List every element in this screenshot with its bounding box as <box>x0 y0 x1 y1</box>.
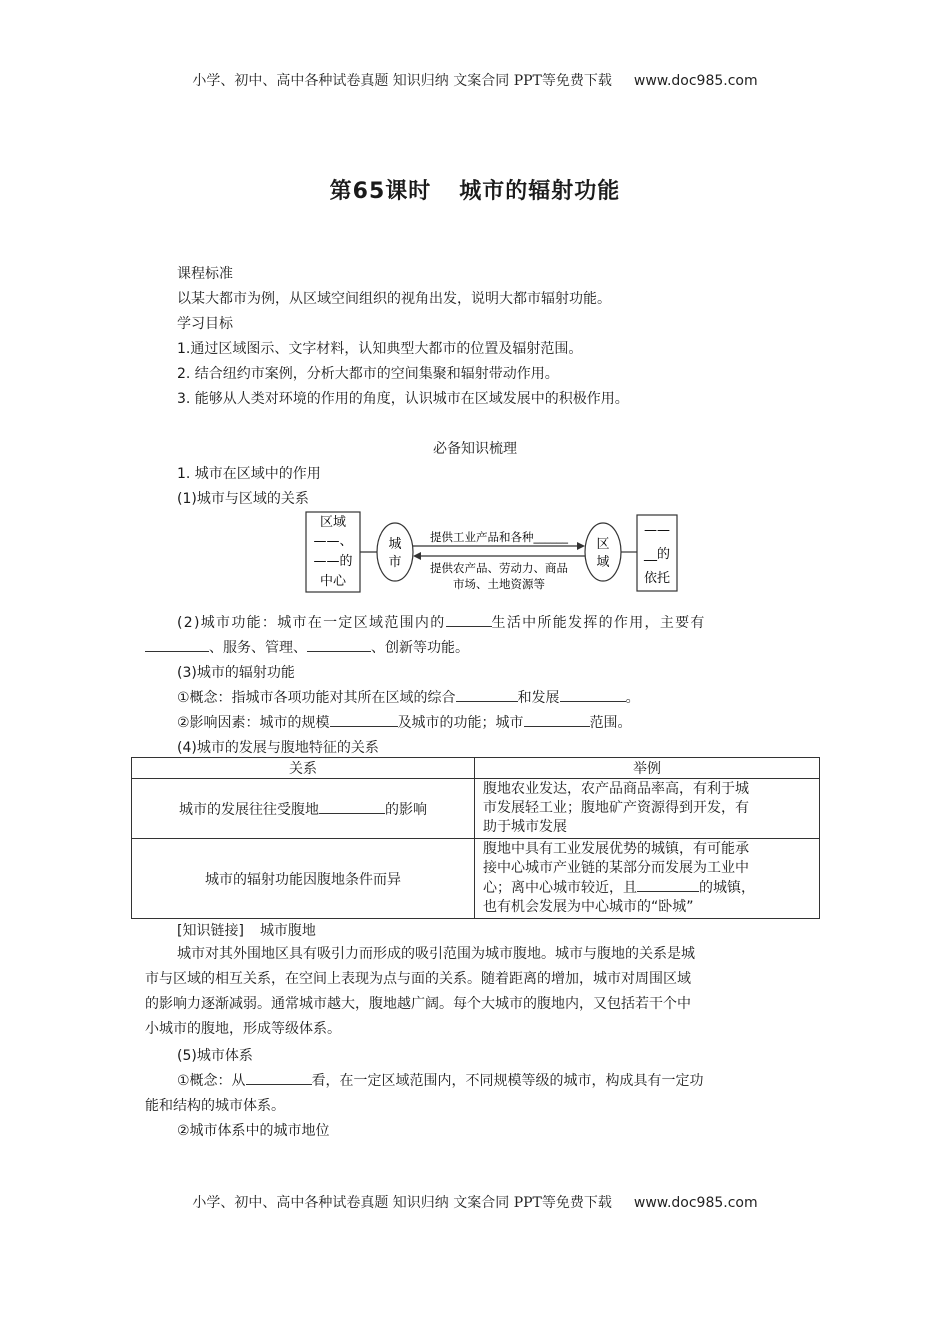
table-cell: 城市的辐射功能因腹地条件而异 <box>132 839 475 919</box>
goals-label: 学习目标 <box>177 316 233 332</box>
relation-table <box>131 757 820 919</box>
fill-blank[interactable] <box>456 688 518 702</box>
region-label: 域 <box>596 555 610 570</box>
footer-text: 小学、初中、高中各种试卷真题 知识归纳 文案合同 PPT等免费下载 <box>192 1195 612 1211</box>
page-header <box>0 70 950 90</box>
section-title: 必备知识梳理 <box>433 441 517 457</box>
s5-concept-line: ①概念：从 看，在一定区域范围内，不同规模等级的城市，构成具有一定功 <box>177 1073 704 1089</box>
s1-subtitle: (1)城市与区域的关系 <box>177 491 309 507</box>
fill-blank[interactable] <box>330 713 398 727</box>
concept-line: ①概念：指城市各项功能对其所在区域的综合 和发展 。 <box>177 690 640 706</box>
goal-item: 2. 结合纽约市案例，分析大都市的空间集聚和辐射带动作用。 <box>177 366 559 382</box>
city-region-diagram <box>303 508 683 596</box>
box-line: 区域 <box>319 515 347 530</box>
fill-blank[interactable] <box>307 638 371 652</box>
box-line: __的 <box>643 547 671 562</box>
title-topic: 城市的辐射功能 <box>459 179 621 204</box>
table-cell: 腹地中具有工业发展优势的城镇，有可能承 接中心城市产业链的某部分而发展为工业中 心；离中心城市较近，且 的城镇， 也有机会发展为中心城市的“卧城” <box>475 839 820 919</box>
table-header: 关系 <box>132 758 475 779</box>
fill-blank[interactable] <box>524 713 590 727</box>
box-line: ——、 <box>313 534 353 549</box>
box-line: 依托 <box>643 571 671 586</box>
fill-blank[interactable] <box>319 800 385 814</box>
box-line: ——的 <box>313 554 353 569</box>
standard-label: 课程标准 <box>177 266 233 282</box>
city-label: 城 <box>388 537 402 552</box>
region-label: 区 <box>596 537 610 552</box>
header-text: 小学、初中、高中各种试卷真题 知识归纳 文案合同 PPT等免费下载 <box>192 73 612 89</box>
page-title <box>0 174 950 205</box>
goal-item: 1.通过区域图示、文字材料，认知典型大都市的位置及辐射范围。 <box>177 341 583 357</box>
table-cell: 腹地农业发达，农产品商品率高，有利于城 市发展轻工业；腹地矿产资源得到开发，有 助于城市发展 <box>475 779 820 839</box>
table-row <box>132 779 820 839</box>
fill-blank[interactable] <box>637 878 699 892</box>
standard-text: 以某大都市为例，从区域空间组织的视角出发，说明大都市辐射功能。 <box>177 291 611 307</box>
box-line: 中心 <box>319 574 347 589</box>
s1-title: 1. 城市在区域中的作用 <box>177 466 321 482</box>
page-footer <box>0 1192 950 1212</box>
region-oval <box>585 523 621 581</box>
city-label: 市 <box>388 555 402 570</box>
func-line-1: (2)城市功能：城市在一定区域范围内的 生活中所能发挥的作用，主要有 <box>177 615 706 631</box>
top-arrow-label: 提供工业产品和各种______ <box>430 530 568 544</box>
factor-line: ②影响因素：城市的规模 及城市的功能；城市 范围。 <box>177 715 632 731</box>
table-row <box>132 839 820 919</box>
city-oval <box>377 523 413 581</box>
s5-title: (5)城市体系 <box>177 1048 253 1064</box>
s4-title: (4)城市的发展与腹地特征的关系 <box>177 740 379 756</box>
knowledge-link-text: 城市对其外围地区具有吸引力而形成的吸引范围为城市腹地。城市与腹地的关系是城 市与区域的相互关系，在空间上表现为点与面的关系。随着距离的增加，城市对周围区域 的影响力逐渐减弱。通常城市越大，腹地越广阔。每个大城市的腹地内，又包括若干个中 小城市的腹地，形成等级体系。 <box>145 946 695 1037</box>
fill-blank[interactable] <box>246 1071 312 1085</box>
title-lesson: 第65课时 <box>329 179 432 204</box>
bottom-arrow-label: 市场、土地资源等 <box>453 577 545 591</box>
func-line-2: 、服务、管理、 、创新等功能。 <box>145 637 469 657</box>
table-header: 举例 <box>475 758 820 779</box>
knowledge-link-heading: [知识链接] 城市腹地 <box>177 923 316 939</box>
table-cell: 城市的发展往往受腹地 的影响 <box>132 779 475 839</box>
fill-blank[interactable] <box>446 613 492 627</box>
s5-status-line: ②城市体系中的城市地位 <box>177 1123 330 1139</box>
goal-item: 3. 能够从人类对环境的作用的角度，认识城市在区域发展中的积极作用。 <box>177 391 629 407</box>
s3-title: (3)城市的辐射功能 <box>177 665 295 681</box>
footer-url[interactable]: www.doc985.com <box>633 1195 758 1211</box>
fill-blank[interactable] <box>560 688 626 702</box>
table-header-row <box>132 758 820 779</box>
bottom-arrow-label: 提供农产品、劳动力、商品 <box>430 561 568 575</box>
fill-blank[interactable] <box>145 638 209 652</box>
box-line: —— <box>644 523 670 538</box>
header-url[interactable]: www.doc985.com <box>633 73 758 89</box>
s5-concept-cont: 能和结构的城市体系。 <box>145 1098 285 1114</box>
